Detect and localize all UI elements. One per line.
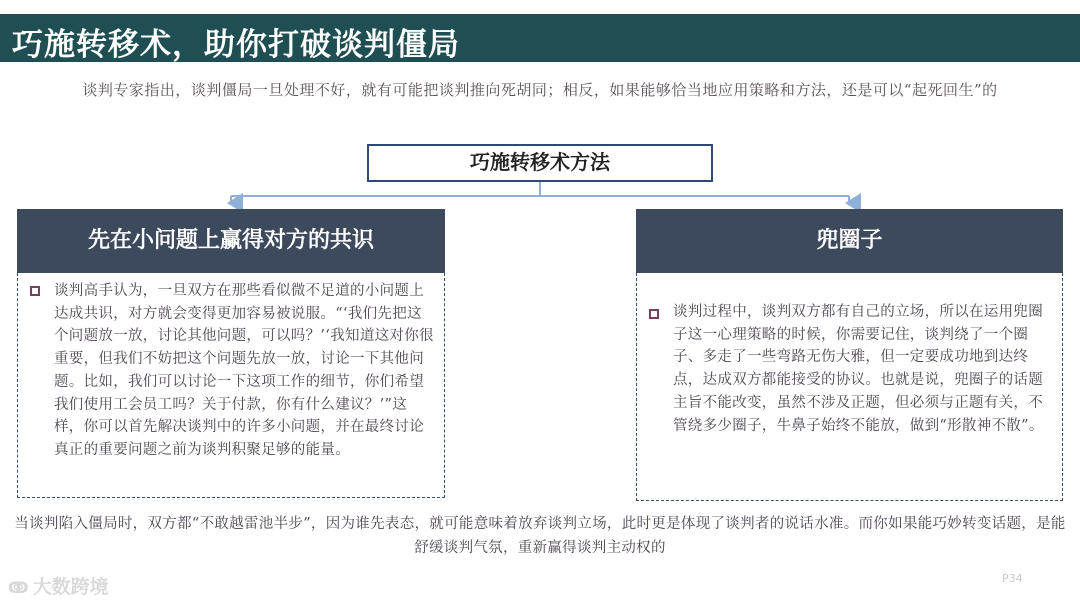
method-title-box: 巧施转移术方法 [367, 144, 713, 182]
watermark-logo [8, 572, 109, 599]
left-column-text: 谈判高手认为，一旦双方在那些看似微不足道的小问题上达成共识，对方就会变得更加容易被说服。“‘我们先把这个问题放一放，讨论其他问题，可以吗？’‘我知道这对你很重要，但我们不妨把这个问题先放一放，讨论一下其他问题。比如，我们可以讨论一下这项工作的细节，你们希望我们使用工会员工吗？关于付款，你有什么建议？’”这样，你可以首先解决谈判中的许多小问题，并在最终讨论真正的重要问题之前为谈判积聚足够的能量。 [54, 283, 434, 458]
page-title: 巧施转移术，助你打破谈判僵局 [12, 27, 460, 63]
logo-text: 大数跨境 [32, 576, 109, 598]
left-column-header: 先在小问题上赢得对方的共识 [17, 209, 445, 273]
page-number: P34 [1002, 572, 1023, 585]
left-column-body [17, 273, 445, 498]
right-column-text: 谈判过程中，谈判双方都有自己的立场，所以在运用兜圈子这一心理策略的时候，你需要记住，谈判绕了一个圈子、多走了一些弯路无伤大雅，但一定要成功地到达终点，达成双方都能接受的协议。也就是说，兜圈子的话题主旨不能改变，虽然不涉及正题，但必须与正题有关，不管绕多少圈子，牛鼻子始终不能放，做到“形散神不散”。 [673, 304, 1044, 434]
right-column-header: 兜圈子 [636, 209, 1063, 273]
intro-text: 谈判专家指出，谈判僵局一旦处理不好，就有可能把谈判推向死胡同；相反，如果能够恰当地应用策略和方法，还是可以“起死回生”的 [82, 81, 998, 99]
right-column-body [636, 273, 1063, 501]
square-bullet-icon [649, 309, 659, 319]
square-bullet-icon [30, 286, 40, 296]
conclusion-text: 当谈判陷入僵局时，双方都“不敢越雷池半步”，因为谁先表态，就可能意味着放弃谈判立场，此时更是体现了谈判者的说话水准。而你如果能巧妙转变话题，是能舒缓谈判气氛，重新赢得谈判主动权的 [14, 516, 1066, 556]
brand-logo-icon: ↂ [8, 578, 29, 597]
